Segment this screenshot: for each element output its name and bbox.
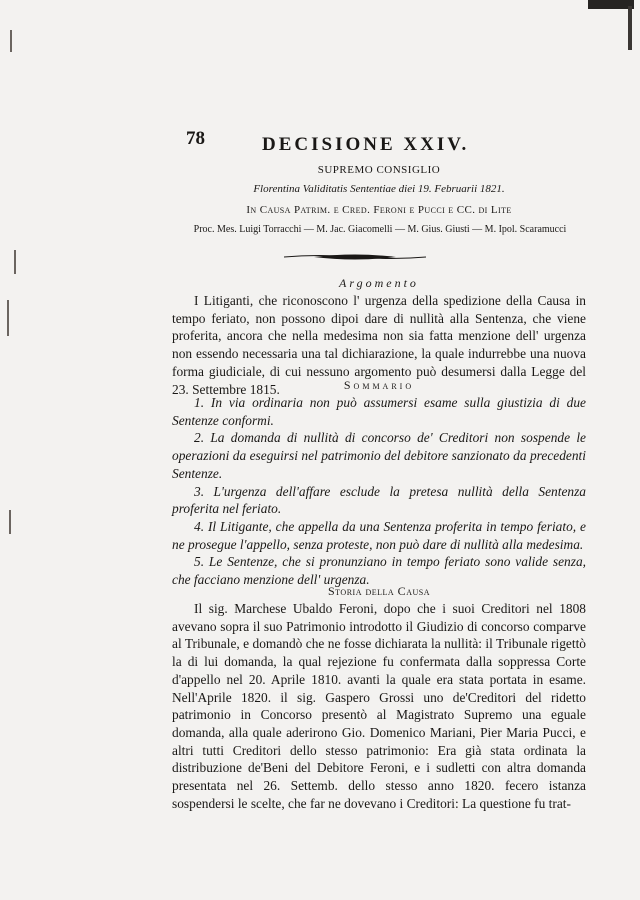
court-name: SUPREMO CONSIGLIO (317, 164, 441, 176)
case-name: Florentina Validitatis Sententiae diei 19. Februarii 1821. (253, 183, 505, 195)
sommario-list (172, 394, 586, 589)
scan-edge-mark (10, 30, 12, 52)
argomento-paragraph: I Litiganti, che riconoscono l' urgenza della spedizione della Causa in tempo feriato, non possono dipoi dare di nullità alla Sentenza, che viene proferita, ancora che nella medesima non sia fatta menzione dell' urgenza non essendo necessaria una tal dichiarazione, la quale indurrebbe una nuova forma giudiciale, di cui nessuno argomento può desumersi dalla Legge del 23. Settembre 1815. (172, 293, 586, 397)
case-parties: In Causa Patrim. e Cred. Feroni e Pucci e CC. di Lite (246, 204, 512, 216)
sommario-item: 1. In via ordinaria non può assumersi esame sulla giustizia di due Sentenze conformi. (172, 395, 586, 428)
decision-title: DECISIONE XXIV. (262, 134, 470, 155)
lawyers-line: Proc. Mes. Luigi Torracchi — M. Jac. Giacomelli — M. Gius. Giusti — M. Ipol. Scaramucci (193, 224, 567, 235)
scan-edge-mark (628, 6, 632, 50)
ornamental-rule (284, 252, 426, 262)
scan-edge-mark (7, 300, 9, 336)
sommario-item: 5. Le Sentenze, che si pronunziano in tempo feriato sono valide senza, che facciano menzione dell' urgenza. (172, 554, 586, 588)
storia-text (172, 600, 586, 812)
sommario-heading: Sommario (343, 378, 415, 392)
scan-edge-mark (14, 250, 16, 274)
storia-heading: Storia della Causa (328, 584, 430, 598)
scan-edge-mark (9, 510, 11, 534)
argomento-heading: Argomento (339, 276, 419, 290)
storia-paragraph: Il sig. Marchese Ubaldo Feroni, dopo che i suoi Creditori nel 1808 avevano sopra il suo Patrimonio introdotto il Giudizio di concorso comparve al Tribunale, e domandò che ne fosse dichiarata la nullità: il Tribunale rigettò la di lui domanda, la qual rejezione fu confermata dalla soppressa Corte d'appello nel 20. Aprile 1810. avanti la quale era stata portata in esame. Nell'Aprile 1820. il sig. Gaspero Grossi uno de'Creditori del ridetto patrimonio in Concorso presentò al Magistrato Supremo una eguale domanda, alla quale aderirono Gio. Domenico Mariani, Pier Maria Pucci, e altri tutti Creditori dello stesso patrimonio: Era già stata ordinata la distribuzione de'Beni del Debitore Feroni, e i sudletti con altra domanda presentata nel 26. Settemb. dello stesso anno 1820. fecero istanza sospendersi le scelte, che far ne dovevano i Creditori: La questione fu trat- (172, 601, 586, 811)
sommario-item: 2. La domanda di nullità di concorso de' Creditori non sospende le operazioni da eseguirsi nel patrimonio del debitore sanzionato da precedenti Sentenze. (172, 430, 586, 481)
page-number: 78 (186, 128, 205, 149)
sommario-item: 4. Il Litigante, che appella da una Sentenza proferita in tempo feriato, e ne prosegue l'appello, senza proteste, non può dare di nullità alla medesima. (172, 518, 586, 552)
sommario-item: 3. L'urgenza dell'affare esclude la pretesa nullità della Sentenza proferita nel feriato. (172, 483, 586, 517)
